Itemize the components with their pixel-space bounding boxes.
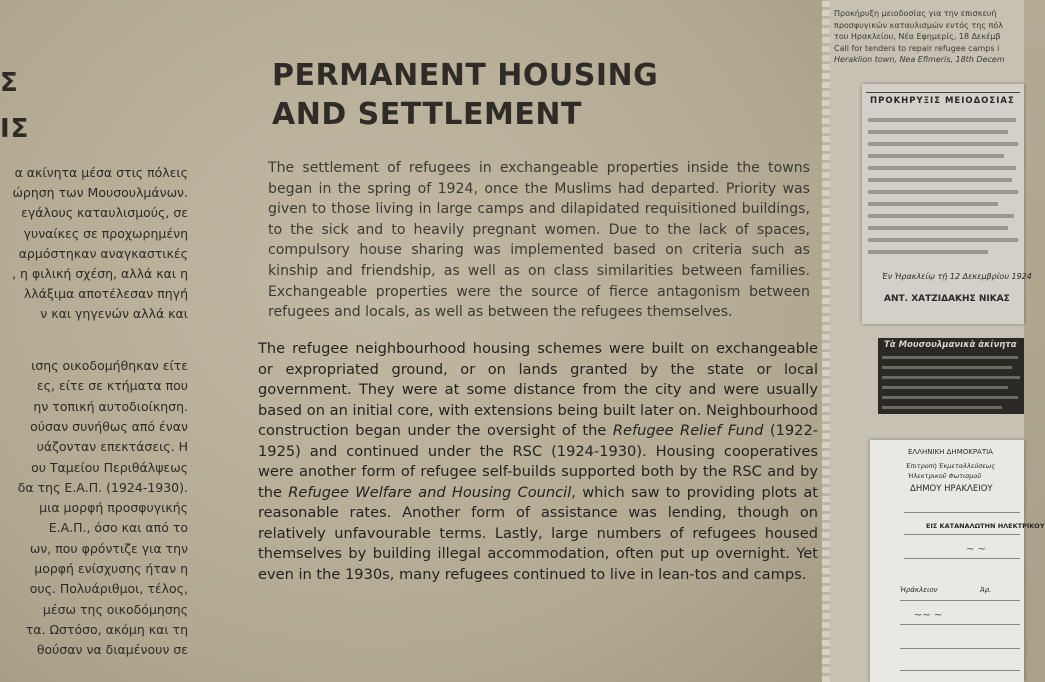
divider (866, 92, 1020, 93)
paragraph-housing-schemes (258, 339, 818, 585)
blurred-text (868, 166, 1016, 170)
doc-line: Ἐπιτροπὴ Ἐκμεταλλεύσεως (906, 462, 996, 470)
doc-line: Ἠλεκτρικοῦ Φωτισμοῦ (908, 472, 982, 480)
doc-header: ΕΛΛΗΝΙΚΗ ΔΗΜΟΚΡΑΤΙΑ (908, 448, 993, 456)
greek-text-line: ες, είτε σε κτήματα που (36, 378, 188, 394)
greek-text-line: ν και γηγενών αλλά και (40, 306, 188, 322)
doc-line: Ἡράκλειον (900, 586, 938, 594)
form-line (900, 600, 1020, 601)
blurred-text (868, 250, 988, 254)
greek-text-line: ισης οικοδομήθηκαν είτε (31, 358, 188, 373)
greek-text-column (0, 0, 192, 682)
blurred-text (882, 376, 1020, 379)
blurred-text (868, 214, 1014, 218)
clipping-title: Τὰ Μουσουλμανικὰ ἀκίνητα (884, 340, 1017, 350)
blurred-text (868, 178, 1012, 182)
blurred-text (882, 396, 1018, 399)
clipping-caption (834, 8, 1024, 66)
clipping-date: Ἐν Ἡρακλείῳ τῇ 12 Δεκεμβρίου 1924 (882, 272, 1032, 281)
greek-text-line: , η φιλική σχέση, αλλά και η (12, 266, 188, 281)
form-line (900, 670, 1020, 671)
blurred-text (868, 118, 1016, 122)
handwriting: ~ ~ (966, 544, 986, 555)
caption-line: προσφυγικών καταυλισμών εντός της πόλ (834, 20, 1003, 30)
greek-text-line: ων, που φρόντιζε για την (29, 540, 188, 556)
blurred-text (882, 406, 1002, 409)
text-run: The refugee neighbourhood housing schemes were built on exchangeable or expropriated ground, or on lands granted by the state or local government. They were at some distance from the city and were usually based on an initial core, with extensions being built later on. Neighbourhood construction began under the oversight of the (258, 340, 818, 439)
blurred-text (868, 190, 1018, 194)
greek-text-line: γυναίκες σε προχωρημένη (23, 225, 188, 241)
greek-text-line: μορφή ενίσχυσης ήταν η (34, 561, 188, 576)
newspaper-clipping-muslim-properties (878, 338, 1024, 414)
doc-line: ΕΙΣ ΚΑΤΑΝΑΛΩΤΗΝ ΗΛΕΚΤΡΙΚΟΥ (926, 522, 1045, 530)
greek-text-line: θούσαν να διαμένουν σε (36, 642, 188, 658)
blurred-text (868, 142, 1018, 146)
greek-text-line: δα της Ε.Α.Π. (1924-1930). (17, 479, 188, 495)
paragraph-settlement: The settlement of refugees in exchangeable properties inside the towns began in the spring of 1924, once the Muslims had departed. Priority was given to those living in large camps and dilapidated requisitioned buildings, to the sick and to heavily pregnant women. Due to the lack of spaces, compulsory house sharing was implemented based on criteria such as kinship and friendship, as well as on class similarities between families. Exchangeable properties were the source of fierce antagonism between refugees and locals, as well as between the refugees themselves. (268, 160, 810, 321)
handwriting: ~~ ~ (914, 610, 943, 621)
electricity-document (870, 440, 1045, 682)
blurred-text (868, 154, 1004, 158)
greek-text-line: υάζονταν επεκτάσεις. Η (36, 439, 188, 455)
form-line (904, 558, 1020, 559)
doc-line: ΔΗΜΟΥ ΗΡΑΚΛΕΙΟΥ (910, 484, 993, 494)
torn-edge (822, 0, 830, 682)
blurred-text (882, 366, 1012, 369)
greek-text-line: εγάλους καταυλισμούς, σε (21, 205, 188, 221)
form-line (904, 534, 1020, 535)
title-line: AND SETTLEMENT (272, 97, 582, 132)
blurred-text (868, 202, 998, 206)
text-run: , which saw to providing plots at reasonable rates. Another form of assistance was lending, though on relatively unfavourable terms. Lastly, large numbers of refugees housed themselves by building illegal accommodation, often put up overnight. Yet even in the 1930s, many refugees continued to live in lean-tos and camps. (258, 483, 819, 583)
form-line (904, 512, 1020, 513)
greek-text-line: μια μορφή προσφυγικής (39, 500, 188, 516)
form-line (900, 624, 1020, 625)
greek-text-line: μέσω της οικοδόμησης (42, 601, 188, 617)
caption-line: Heraklion town, Nea Efimeris, 18th Decem (834, 55, 1005, 64)
page-title (272, 56, 792, 134)
greek-text-line: αρμόστηκαν αναγκαστικές (18, 245, 188, 261)
greek-heading-line: ΙΣ (0, 114, 30, 144)
doc-line: Ἀρ. (980, 586, 992, 594)
greek-text-line: λλάξιμα αποτέλεσαν πηγή (23, 286, 188, 302)
greek-text-line: ου Ταμείου Περιθάλψεως (31, 459, 188, 475)
caption-line: Προκήρυξη μειοδοσίας για την επισκευή (834, 9, 997, 18)
clipping-signature: ΑΝΤ. ΧΑΤΖΙΔΑΚΗΣ ΝΙΚΑΣ (884, 294, 1010, 304)
newspaper-panel (822, 0, 1045, 682)
greek-text-line: ώρηση των Μουσουλμάνων. (12, 185, 188, 201)
greek-text-line: τα. Ωστόσο, ακόμη και τη (25, 621, 188, 637)
greek-text-line: ην τοπική αυτοδιοίκηση. (33, 398, 188, 414)
form-line (900, 648, 1020, 649)
clipping-title: ΠΡΟΚΗΡΥΞΙΣ ΜΕΙΟΔΟΣΙΑΣ (870, 96, 1015, 106)
blurred-text (868, 130, 1008, 134)
greek-text-line: α ακίνητα μέσα στις πόλεις (14, 165, 188, 180)
caption-line: του Ηρακλείου, Νέα Εφημερίς, 18 Δεκέμβ (834, 32, 1001, 41)
greek-text-line: Ε.Α.Π., όσο και από το (48, 520, 188, 536)
greek-text-line: ους. Πολυάριθμοι, τέλος, (29, 581, 188, 597)
title-line: PERMANENT HOUSING (272, 58, 659, 93)
blurred-text (868, 238, 1018, 242)
blurred-text (882, 356, 1018, 359)
text-run: (1922-1925) and continued under the RSC (1924-1930). Housing cooperatives were another form of refugee self-builds supported both by the RSC and by the (258, 422, 819, 501)
blurred-text (868, 226, 1008, 230)
italic-refugee-welfare-council: Refugee Welfare and Housing Council (288, 483, 572, 501)
greek-text-line: ούσαν συνήθως από έναν (30, 418, 188, 434)
blurred-text (882, 386, 1008, 389)
newspaper-clipping-tender (862, 84, 1032, 324)
greek-heading-line: Σ (0, 68, 19, 98)
italic-refugee-relief-fund: Refugee Relief Fund (612, 422, 764, 439)
caption-line: Call for tenders to repair refugee camps i (834, 43, 1000, 53)
